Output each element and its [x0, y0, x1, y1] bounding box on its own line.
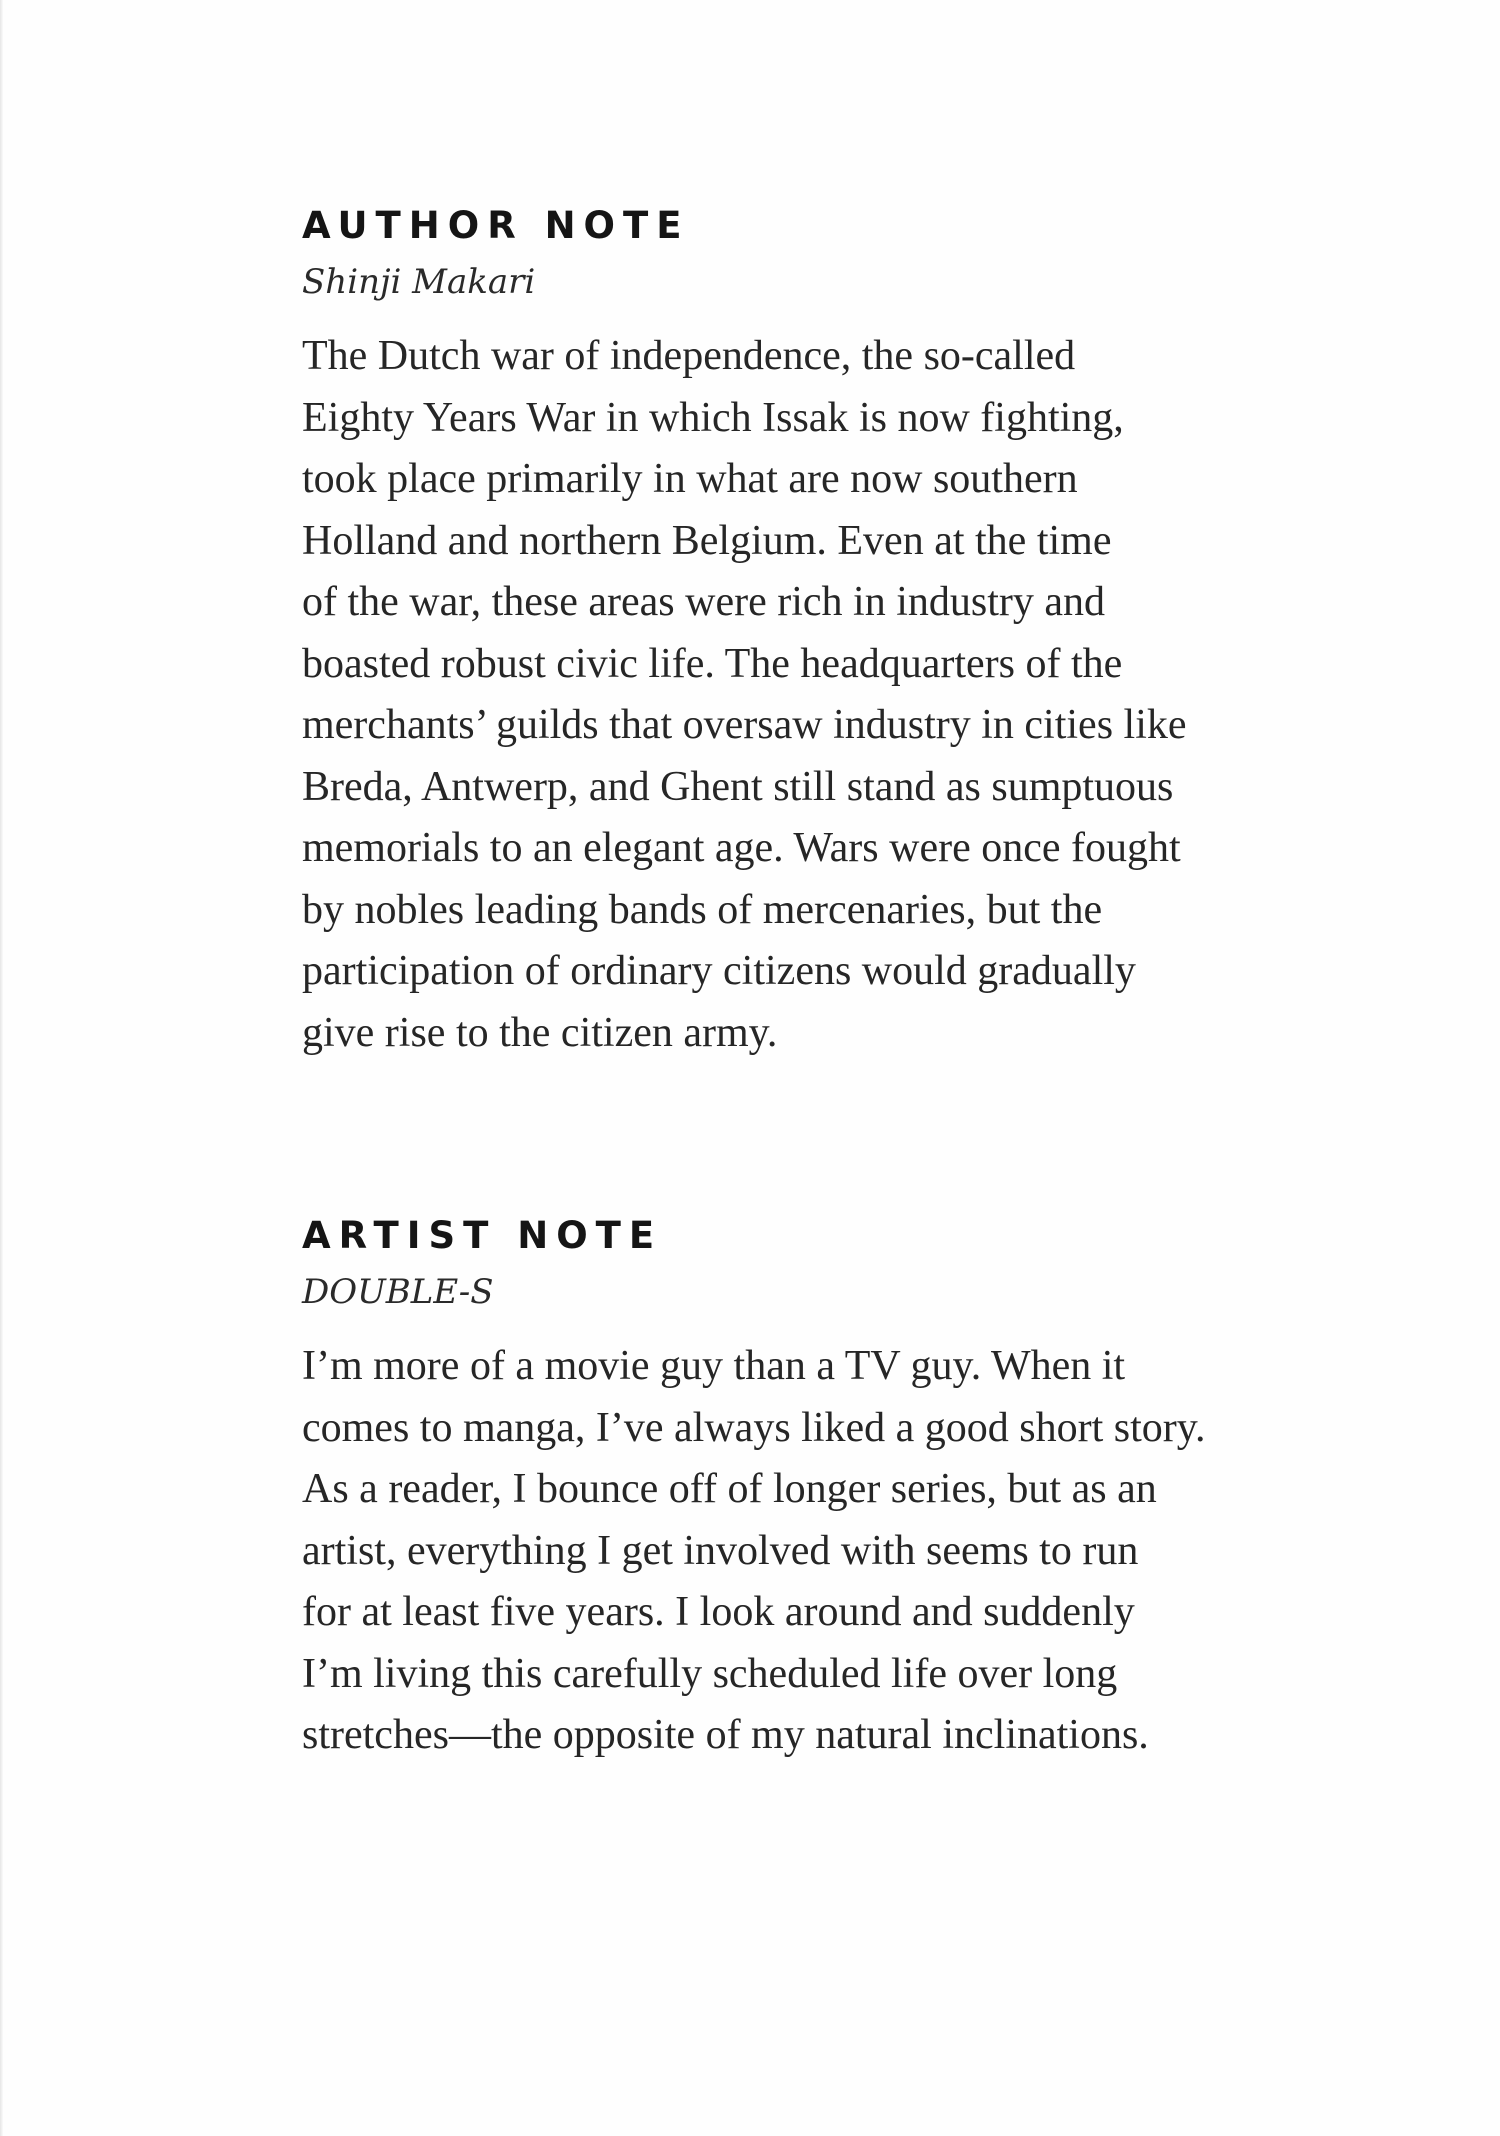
artist-note-heading: ARTIST NOTE: [302, 1214, 663, 1257]
author-note-line: Holland and northern Belgium. Even at the time: [302, 517, 1112, 564]
author-note-line: give rise to the citizen army.: [302, 1009, 778, 1056]
author-note-line: by nobles leading bands of mercenaries, but the: [302, 886, 1103, 933]
author-note-line: of the war, these areas were rich in industry and: [302, 579, 1106, 625]
page-edge-shadow: [0, 0, 3, 2136]
artist-note-line: I’m living this carefully scheduled life over long: [302, 1650, 1118, 1697]
artist-note-section: [302, 1210, 1302, 1767]
author-note-line: The Dutch war of independence, the so-called: [302, 333, 1076, 379]
author-note-line: memorials to an elegant age. Wars were once fought: [302, 825, 1181, 871]
author-note-section: [302, 200, 1302, 1064]
artist-note-line: stretches—the opposite of my natural inclinations.: [302, 1712, 1149, 1758]
artist-note-line: I’m more of a movie guy than a TV guy. When it: [302, 1343, 1126, 1389]
author-note-line: Breda, Antwerp, and Ghent still stand as sumptuous: [302, 763, 1174, 810]
artist-note-line: comes to manga, I’ve always liked a good short story.: [302, 1404, 1206, 1451]
author-note-line: boasted robust civic life. The headquarters of the: [302, 640, 1123, 687]
artist-note-line: for at least five years. I look around and suddenly: [302, 1589, 1135, 1635]
author-name: Shinji Makari: [302, 262, 536, 302]
author-note-body: [302, 326, 1302, 1064]
author-note-line: Eighty Years War in which Issak is now fighting,: [302, 394, 1124, 441]
artist-note-line: artist, everything I get involved with seems to run: [302, 1527, 1139, 1574]
author-note-heading: AUTHOR NOTE: [302, 204, 690, 247]
author-note-line: merchants’ guilds that oversaw industry in cities like: [302, 702, 1187, 748]
artist-note-line: As a reader, I bounce off of longer series, but as an: [302, 1466, 1157, 1512]
artist-name: DOUBLE-S: [302, 1272, 494, 1312]
author-note-line: took place primarily in what are now southern: [302, 456, 1078, 502]
author-note-line: participation of ordinary citizens would gradually: [302, 948, 1136, 994]
artist-note-body: [302, 1336, 1302, 1767]
